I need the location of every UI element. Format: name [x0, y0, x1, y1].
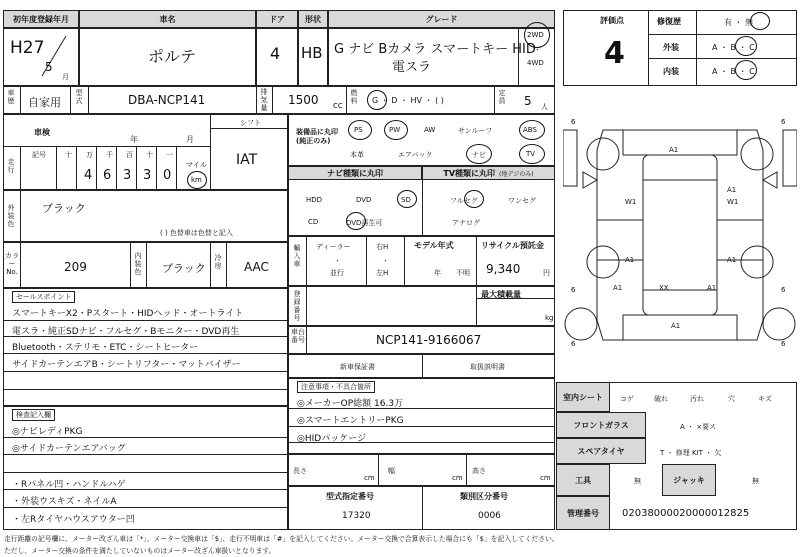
length-label: 長さ	[293, 467, 307, 475]
tools-label: 工具	[556, 464, 610, 496]
footer-line2: ただし、メーター交換の条件を満たしていないものはメーター改ざん車扱いとなります。	[4, 547, 276, 555]
divider	[378, 454, 379, 486]
unit-mile: マイル	[186, 161, 207, 169]
divider	[116, 146, 117, 190]
nav-dvd: DVD	[356, 196, 372, 204]
import-dealer: ディーラー	[316, 243, 351, 251]
divider	[210, 242, 211, 288]
nav-hdd: HDD	[306, 196, 323, 204]
damage-mark: A1	[707, 284, 717, 292]
divider	[288, 426, 555, 427]
spare-options: T ・ 修理 KIT ・ 欠	[660, 449, 722, 457]
exterior-label: 外装	[663, 43, 679, 52]
import-dot: ・	[382, 257, 389, 265]
fuel-label: 燃料	[350, 89, 358, 105]
door-header: ドア	[256, 10, 298, 28]
divider	[696, 10, 697, 86]
mgmt-label: 管理番号	[556, 496, 610, 530]
mileage-note: 記号	[32, 151, 46, 159]
divider	[76, 146, 77, 190]
divider	[210, 128, 288, 129]
sales-points-label: セールスポイント	[12, 291, 75, 303]
equip-leather: 本革	[350, 151, 364, 159]
inspection-month: 月	[186, 135, 194, 144]
divider	[476, 236, 477, 286]
divider	[476, 286, 477, 326]
unit-km: km	[191, 176, 202, 184]
nav-sd: SD	[401, 196, 411, 204]
divider	[306, 326, 307, 354]
divider	[288, 442, 555, 443]
sales-line: サイドカーテンエアB・シートリフター・マットバイザー	[12, 360, 241, 370]
damage-mark: W1	[727, 198, 739, 206]
divider	[404, 236, 405, 286]
sales-line: 電スラ・純正SDナビ・フルセグ・Bモニター・DVD再生	[12, 327, 240, 337]
fuel-options: G ・ D ・ HV ・ ( )	[372, 96, 444, 105]
max-load-label: 最大積載量	[481, 290, 521, 299]
reg-label: 登録番号	[293, 290, 301, 322]
inspector-line: ◎ナビレディPKG	[12, 427, 83, 437]
reg-month: 5	[45, 60, 53, 74]
divider	[306, 236, 307, 286]
model-value: DBA-NCP141	[128, 93, 206, 107]
equip-tv: TV	[526, 150, 536, 158]
cm-unit: cm	[452, 474, 463, 482]
digit-h-4: 十	[146, 151, 153, 159]
divider	[20, 190, 21, 242]
damage-mark: A1	[669, 146, 679, 154]
divider	[176, 146, 177, 190]
divider	[648, 10, 649, 86]
mileage-label: 走行	[7, 158, 15, 174]
seat-label: 室内シート	[556, 382, 610, 412]
class-no-label: 類別区分番号	[460, 492, 508, 501]
interior-color-label: 内装色	[134, 252, 142, 276]
color-value: ブラック	[42, 202, 86, 215]
divider	[20, 86, 21, 114]
divider	[466, 454, 467, 486]
warranty-label: 新車保証書	[340, 363, 375, 371]
model-year-label: モデル年式	[414, 241, 454, 250]
chassis-label: 車台番号	[291, 328, 305, 344]
capacity-label: 定員	[498, 89, 506, 105]
divider	[422, 354, 423, 378]
recycle-yen: 円	[543, 269, 550, 277]
model-year-unknown: 不明	[456, 269, 470, 277]
shape-header: 形状	[298, 10, 328, 28]
tire-label: 6	[571, 118, 576, 126]
tire-label: 6	[571, 286, 576, 294]
equip-pw: PW	[389, 126, 401, 134]
recycle-label: リサイクル預託金	[481, 241, 544, 250]
seat-opt: 破れ	[654, 395, 668, 403]
seat-opt: 穴	[728, 395, 735, 403]
circle	[735, 60, 757, 80]
type-no-label: 型式指定番号	[326, 492, 374, 501]
import-right-h: 右H	[376, 243, 389, 251]
divider	[56, 146, 57, 190]
equip-abs: ABS	[523, 126, 537, 134]
kg-unit: kg	[545, 314, 554, 322]
tv-label: TV種類に丸印	[443, 168, 496, 178]
seat-opt: キズ	[758, 395, 772, 403]
score-label: 評価点	[600, 16, 624, 25]
tire-label: 6	[781, 340, 786, 348]
reg-era: H27	[10, 38, 45, 58]
cc-unit: CC	[333, 102, 343, 110]
divider	[3, 371, 288, 372]
color-code: 209	[64, 260, 87, 274]
chassis-value: NCP141-9166067	[376, 333, 482, 347]
sales-line: スマートキーX2・Pスタート・HIDヘッド・オートライト	[12, 309, 244, 319]
grade-header: グレード	[328, 10, 555, 28]
damage-mark: A1	[613, 284, 623, 292]
mileage-digit: 0	[163, 168, 172, 183]
divider	[130, 242, 131, 288]
divider	[136, 146, 137, 190]
seat-opt: 汚れ	[690, 395, 704, 403]
divider	[3, 507, 288, 508]
equip-airbag: エアバック	[398, 151, 433, 159]
circle	[750, 12, 770, 30]
tire-label: 6	[781, 286, 786, 294]
color-code-label: カラーNo.	[5, 252, 19, 276]
drive-divider	[518, 28, 519, 86]
digit-h-0: 十	[65, 151, 72, 159]
notes-line: ◎メーカーOP総額 16.3万	[297, 399, 404, 409]
mgmt-value: 02038000020000012825	[622, 508, 750, 519]
mileage-digit: 6	[103, 168, 112, 183]
divider	[494, 86, 495, 114]
divider	[3, 454, 288, 455]
interior-label: 内装	[663, 67, 679, 76]
divider	[156, 146, 157, 190]
divider	[3, 336, 288, 337]
divider	[70, 86, 71, 114]
model-year-year: 年	[434, 269, 441, 277]
divider	[476, 298, 555, 299]
seat-opt: コゲ	[620, 395, 634, 403]
digit-h-1: 万	[86, 151, 93, 159]
damage-mark: A1	[727, 256, 737, 264]
cm-unit: cm	[364, 474, 375, 482]
type-no: 17320	[342, 511, 371, 521]
color-block	[3, 190, 288, 242]
height-label: 高さ	[472, 467, 486, 475]
divider	[210, 114, 211, 190]
divider	[648, 34, 797, 35]
color-label: 外装色	[7, 204, 15, 228]
divider	[306, 286, 307, 326]
damage-mark: A1	[671, 322, 681, 330]
equipment-label: 装備品に丸印(純正のみ)	[296, 128, 338, 145]
inspector-label: 検査記入欄	[12, 409, 55, 421]
tv-oneseg: ワンセグ	[508, 197, 536, 205]
capacity-value: 5	[524, 94, 532, 108]
nav-dvd-play: DVD再生可	[346, 219, 383, 227]
import-dot: ・	[334, 257, 341, 265]
spare-label: スペアタイヤ	[556, 438, 646, 464]
divider	[3, 353, 288, 354]
divider	[3, 489, 288, 490]
ac-label: 冷房	[214, 254, 222, 270]
tv-fullseg: フルセグ	[450, 197, 478, 205]
import-left-h: 左H	[376, 269, 389, 277]
manual-label: 取扱説明書	[470, 363, 505, 371]
divider	[272, 86, 273, 114]
inspector-line: ・外装ウスキズ・ネイルA	[12, 497, 117, 507]
divider	[288, 408, 555, 409]
divider	[3, 146, 210, 147]
inspector-line: ・左Rタイヤハウスアウター凹	[12, 515, 135, 525]
drive-4wd: 4WD	[527, 59, 544, 67]
capacity-unit: 人	[541, 103, 548, 111]
divider	[96, 146, 97, 190]
exterior-options: A ・ B ・ C	[712, 43, 755, 52]
divider	[3, 320, 288, 321]
divider	[648, 58, 797, 59]
divider	[88, 86, 89, 114]
divider	[20, 242, 21, 288]
drive-2wd: 2WD	[527, 31, 544, 39]
inspection-year: 年	[130, 135, 138, 144]
width-label: 幅	[388, 467, 395, 475]
jack-value: 無	[752, 477, 759, 485]
digit-h-3: 百	[126, 151, 133, 159]
cm-unit: cm	[540, 474, 551, 482]
divider	[256, 86, 257, 114]
grade-line2: 電スラ	[392, 60, 432, 75]
ac-value: AAC	[244, 260, 269, 274]
month-unit: 月	[62, 73, 69, 81]
usage-value: 自家用	[28, 96, 61, 109]
notes-label: 注意事項・不具合箇所	[297, 381, 375, 393]
import-label: 輸入車	[293, 244, 301, 268]
equip-navi: ナビ	[472, 151, 486, 159]
digit-h-2: 千	[106, 151, 113, 159]
divider	[3, 472, 288, 473]
dimensions-block	[288, 454, 555, 486]
first-reg-header: 初年度登録年月	[3, 10, 79, 28]
divider	[366, 236, 367, 286]
digit-h-5: 一	[166, 151, 173, 159]
divider	[226, 242, 227, 288]
sales-line: Bluetooth・ステリモ・ETC・シートヒーター	[12, 343, 199, 353]
model-label: 型式	[75, 89, 83, 105]
repair-label: 修復歴	[657, 17, 681, 26]
jack-label: ジャッキ	[662, 464, 716, 496]
inspection-label: 車検	[34, 128, 50, 137]
glass-options: A ・ ×要ス	[680, 423, 717, 431]
damage-mark: A1	[727, 186, 737, 194]
displacement-value: 1500	[288, 93, 319, 107]
glass-label: フロントガラス	[556, 412, 646, 438]
tv-analog: アナログ	[452, 219, 480, 227]
nav-cd: CD	[308, 218, 319, 226]
recycle-value: 9,340	[486, 262, 521, 276]
divider	[20, 146, 21, 190]
door-count: 4	[270, 44, 281, 63]
mileage-digit: 3	[143, 168, 152, 183]
equip-sunroof: サンルーフ	[458, 127, 493, 135]
footer-line1: 走行距離の記号欄に、メーター改ざん車は「*」、メーター交換車は「$」、走行不明車は「#」を記入してください。メーター交換で合算表示した場合にも「$」を記入してください。	[4, 535, 559, 543]
displacement-label: 排気量	[260, 88, 268, 112]
divider	[422, 166, 423, 236]
usage-label: 車歴	[7, 89, 15, 105]
shift-value: IAT	[236, 152, 258, 168]
interior-color: ブラック	[162, 262, 206, 275]
tv-type-header	[422, 166, 555, 180]
inspector-line: ◎サイドカーテンエアバッグ	[12, 444, 126, 454]
shape-value: HB	[301, 44, 323, 62]
tools-value: 無	[634, 477, 641, 485]
grade-cell	[328, 28, 555, 86]
mileage-digit: 3	[123, 168, 132, 183]
divider	[3, 437, 288, 438]
circle	[735, 36, 757, 56]
tire-label: 6	[571, 340, 576, 348]
car-name: ポルテ	[148, 47, 197, 66]
divider	[146, 242, 147, 288]
class-no: 0006	[478, 511, 501, 521]
import-parallel: 並行	[330, 269, 344, 277]
grade-line1: G ナビ Bカメラ スマートキー HID	[334, 42, 536, 57]
row2	[3, 86, 555, 114]
notes-line: ◎HIDパッケージ	[297, 434, 367, 444]
notes-line: ◎スマートエントリーPKG	[297, 416, 404, 426]
damage-mark: W1	[625, 198, 637, 206]
color-note: ( ) 色替車は色替と記入	[160, 229, 233, 237]
car-name-header: 車名	[79, 10, 256, 28]
equip-aw: AW	[424, 126, 436, 134]
score-value: 4	[604, 36, 625, 71]
nav-type-header: ナビ種類に丸印	[288, 166, 422, 180]
tire-label: 6	[781, 118, 786, 126]
shift-label: シフト	[240, 119, 261, 127]
damage-mark: XX	[659, 284, 669, 292]
divider	[346, 86, 347, 114]
car-diagram	[563, 110, 797, 365]
equip-ps: PS	[354, 126, 363, 134]
repair-options: 有 ・ 無	[724, 18, 754, 27]
interior-options: A ・ B ・ C	[712, 67, 755, 76]
inspector-line: ・Rパネル凹・ハンドルハゲ	[12, 480, 126, 490]
divider	[422, 486, 423, 530]
damage-mark: A1	[625, 256, 635, 264]
tv-note: (地デジのみ)	[499, 170, 534, 178]
mileage-digit: 4	[84, 168, 93, 183]
divider	[3, 389, 288, 390]
drive-dot: ・	[534, 46, 541, 54]
